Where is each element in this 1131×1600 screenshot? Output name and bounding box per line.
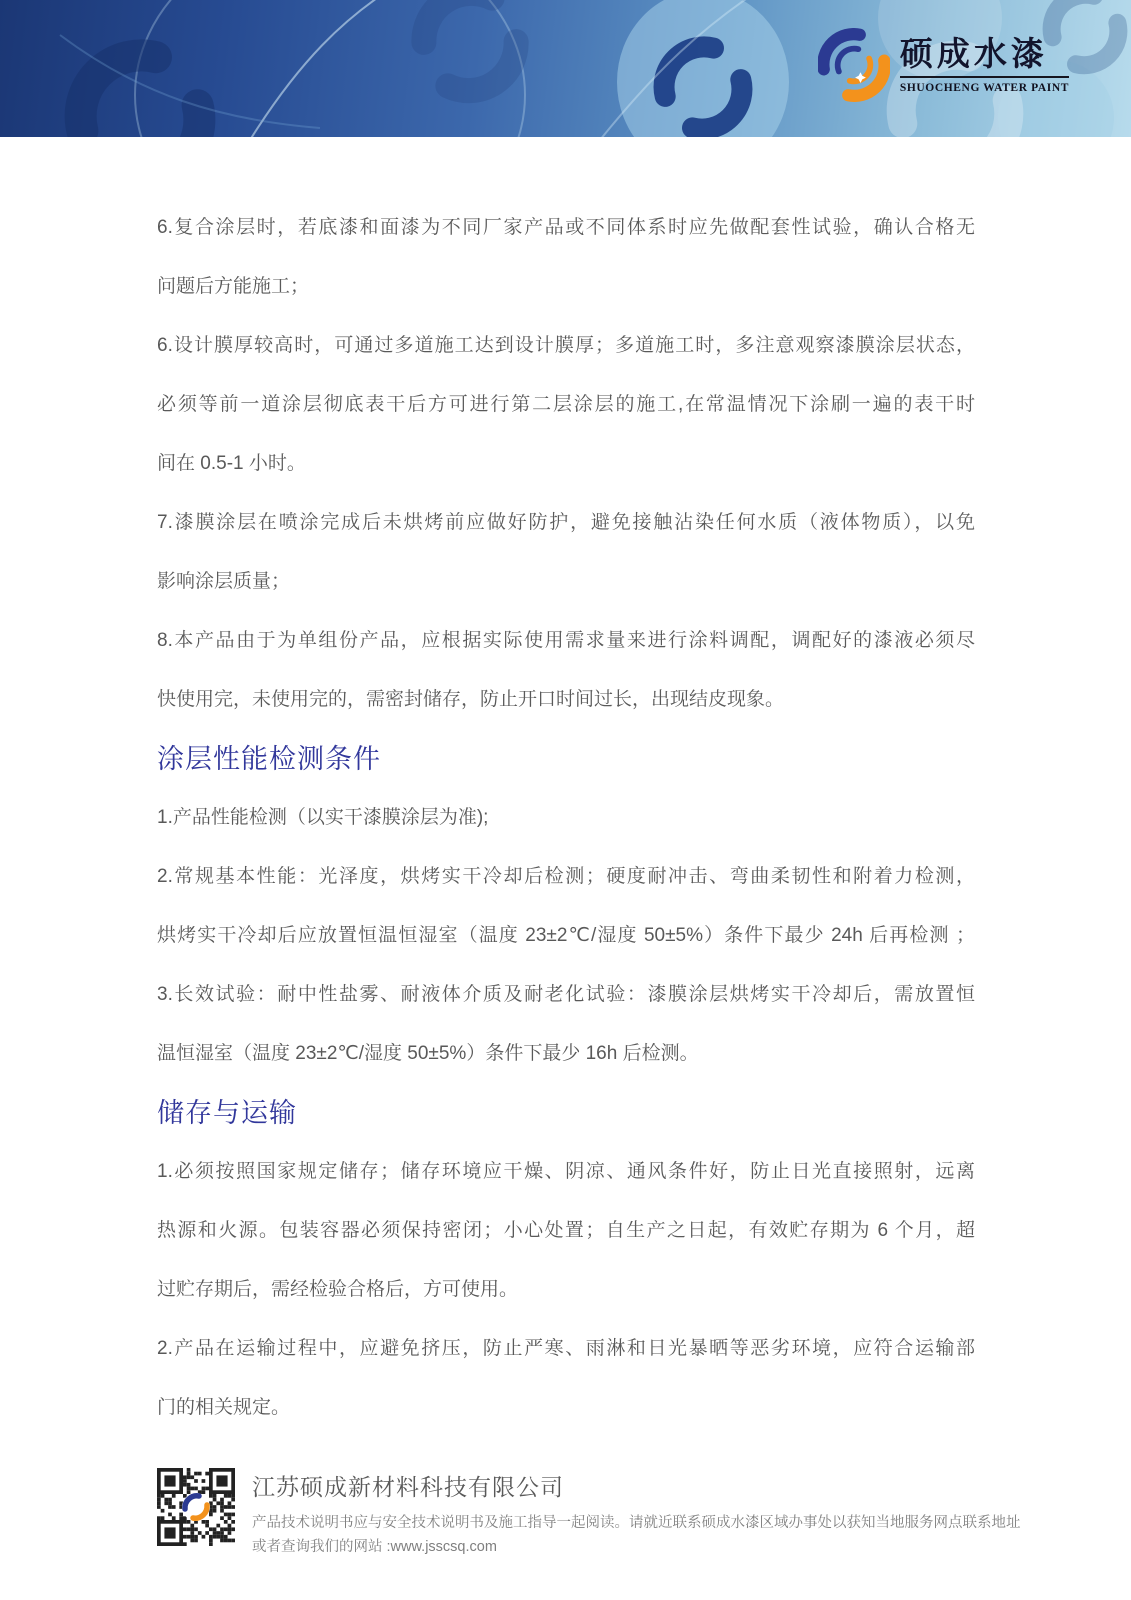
doc-line: 间在 0.5-1 小时。 [157, 453, 306, 474]
section-heading: 储存与运输 [157, 1098, 297, 1128]
doc-line: 必须等前一道涂层彻底表干后方可进行第二层涂层的施工,在常温情况下涂刷一遍的表干时 [157, 394, 975, 415]
doc-line: 3.长效试验：耐中性盐雾、耐液体介质及耐老化试验：漆膜涂层烘烤实干冷却后，需放置恒 [157, 984, 975, 1005]
section-heading: 涂层性能检测条件 [157, 744, 381, 774]
doc-line: 门的相关规定。 [157, 1397, 291, 1418]
doc-line: 问题后方能施工； [157, 276, 310, 297]
brand-name-en: SHUOCHENG WATER PAINT [899, 81, 1069, 94]
doc-line: 影响涂层质量； [157, 571, 291, 592]
header-banner [0, 0, 1131, 137]
document-footer [157, 1468, 1057, 1559]
doc-line: 6.复合涂层时，若底漆和面漆为不同厂家产品或不同体系时应先做配套性试验，确认合格无 [157, 217, 975, 238]
doc-line: 快使用完，未使用完的，需密封储存，防止开口时间过长，出现结皮现象。 [157, 689, 785, 710]
brand-emblem-icon [818, 28, 890, 102]
doc-line: 温恒湿室（温度 23±2℃/湿度 50±5%）条件下最少 16h 后检测。 [157, 1043, 699, 1064]
document-body [157, 198, 975, 1437]
footer-note [252, 1511, 1021, 1559]
doc-line: 6.设计膜厚较高时，可通过多道施工达到设计膜厚；多道施工时，多注意观察漆膜涂层状态， [157, 335, 975, 356]
doc-line: 2.产品在运输过程中，应避免挤压，防止严寒、雨淋和日光暴晒等恶劣环境，应符合运输部 [157, 1338, 975, 1359]
brand-name: 硕成水漆 [899, 36, 1048, 73]
company-name: 江苏硕成新材料科技有限公司 [252, 1474, 564, 1500]
brand-divider [900, 76, 1069, 78]
footer-text [252, 1468, 1021, 1559]
qr-code [157, 1468, 235, 1546]
doc-line: 7.漆膜涂层在喷涂完成后未烘烤前应做好防护，避免接触沾染任何水质（液体物质），以免 [157, 512, 975, 533]
doc-line: 热源和火源。包装容器必须保持密闭；小心处置；自生产之日起，有效贮存期为 6 个月，超 [157, 1220, 975, 1241]
brand-logo [818, 28, 1069, 102]
doc-line: 过贮存期后，需经检验合格后，方可使用。 [157, 1279, 519, 1300]
doc-line: 2.常规基本性能：光泽度，烘烤实干冷却后检测；硬度耐冲击、弯曲柔韧性和附着力检测， [157, 866, 975, 887]
footer-note-line: 或者查询我们的网站 :www.jsscsq.com [252, 1539, 497, 1555]
doc-line: 8.本产品由于为单组份产品，应根据实际使用需求量来进行涂料调配，调配好的漆液必须尽 [157, 630, 975, 651]
doc-line: 1.产品性能检测（以实干漆膜涂层为准); [157, 807, 489, 828]
doc-line: 烘烤实干冷却后应放置恒温恒湿室（温度 23±2℃/湿度 50±5%）条件下最少 24h 后再检测 ； [157, 925, 975, 946]
doc-line: 1.必须按照国家规定储存；储存环境应干燥、阴凉、通风条件好，防止日光直接照射，远离 [157, 1161, 975, 1182]
footer-note-line: 产品技术说明书应与安全技术说明书及施工指导一起阅读。请就近联系硕成水漆区域办事处以获知当地服务网点联系地址 [252, 1515, 1021, 1531]
